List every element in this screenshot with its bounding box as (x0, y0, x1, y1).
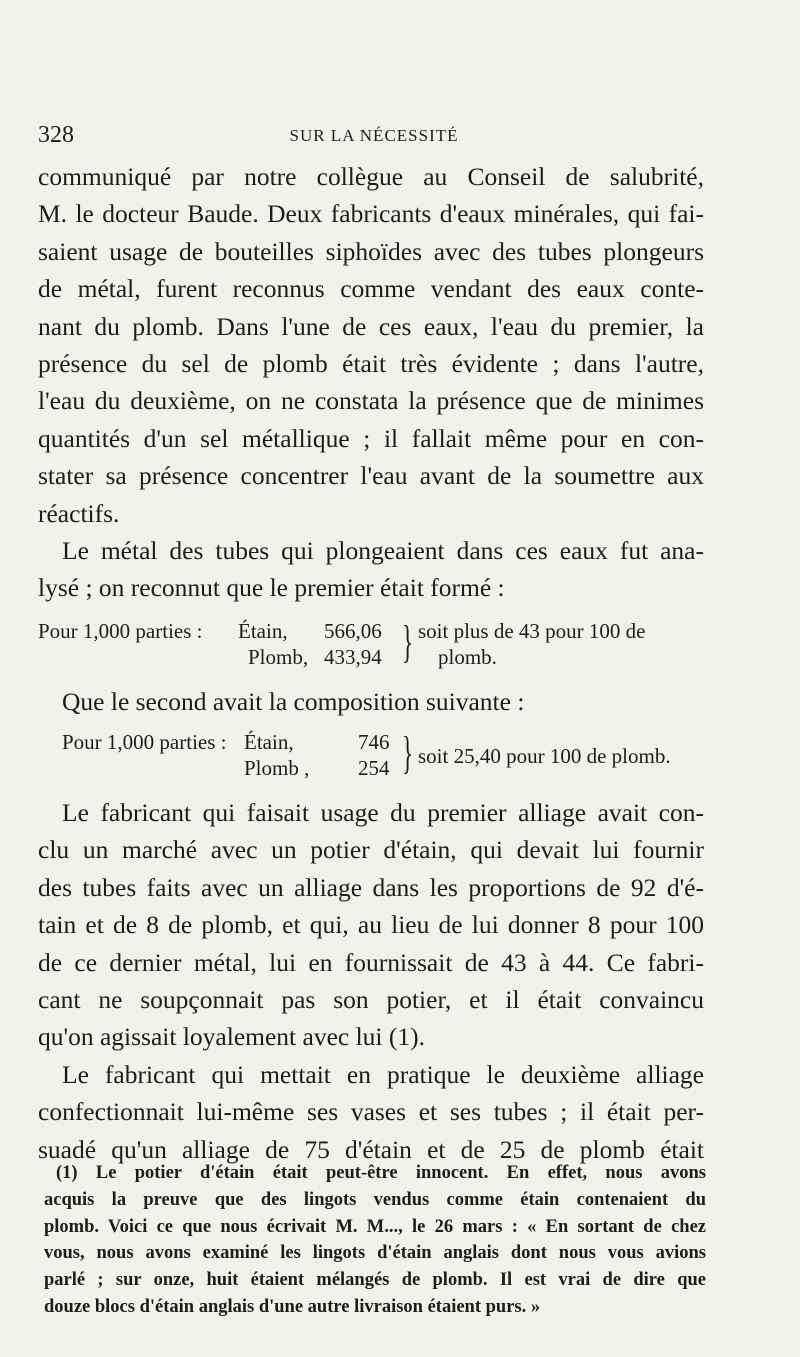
text-line: tain et de 8 de plomb, et qui, au lieu de lui donner 8 pour 100 (38, 910, 704, 940)
text-line: réactifs. (38, 498, 120, 528)
brace: } (402, 727, 414, 779)
metal-name: Étain, (244, 730, 294, 755)
paragraph-1 (38, 158, 704, 532)
text-line: communiqué par notre collègue au Conseil de salubrité, (38, 162, 704, 191)
paragraph-3 (38, 683, 704, 720)
text-line: des tubes faits avec un alliage dans les proportions de 92 d'é- (38, 872, 704, 902)
paragraph-5 (38, 1056, 704, 1168)
text-line: qu'on agissait loyalement avec lui (1). (38, 1022, 425, 1052)
text-line: Le fabricant qui faisait usage du premier alliage avait con- (62, 798, 704, 828)
table-note: soit 25,40 pour 100 de plomb. (418, 744, 671, 769)
metal-value: 254 (358, 756, 390, 781)
metal-value: 746 (358, 730, 390, 755)
text-line: clu un marché avec un potier d'étain, qui devait lui fournir (38, 835, 704, 865)
footnote-line: (1) Le potier d'étain était peut-être innocent. En effet, nous avons (56, 1163, 706, 1183)
text-line: présence du sel de plomb était très évidente ; dans l'autre, (38, 348, 704, 378)
footnote-line: douze blocs d'étain anglais d'une autre livraison étaient purs. » (44, 1296, 541, 1317)
text-line: Le fabricant qui mettait en pratique le deuxième alliage (62, 1059, 704, 1089)
text-line: M. le docteur Baude. Deux fabricants d'eaux minérales, qui fai- (38, 199, 704, 229)
text-line: saient usage de bouteilles siphoïdes avec des tubes plongeurs (38, 236, 704, 266)
composition-table-2 (38, 726, 704, 788)
brace: } (402, 615, 414, 667)
running-title: SUR LA NÉCESSITÉ (289, 126, 459, 145)
table-note: plomb. (438, 644, 497, 669)
footnote-line: parlé ; sur onze, huit étaient mélangés de plomb. Il est vrai de dire que (44, 1270, 706, 1291)
metal-value: 566,06 (324, 618, 382, 643)
footnote-line: vous, nous avons examiné les lingots d'étain anglais dont nous vous avions (44, 1243, 706, 1264)
footnote-line: plomb. Voici ce que nous écrivait M. M..., le 26 mars : « En sortant de chez (44, 1216, 706, 1237)
page-number: 328 (38, 122, 74, 148)
metal-name: Plomb, (248, 644, 309, 669)
text-line: Le métal des tubes qui plongeaient dans ces eaux fut ana- (62, 535, 704, 565)
text-line: l'eau du deuxième, on ne constata la présence que de minimes (38, 386, 704, 416)
paragraph-4 (38, 794, 704, 1056)
text-line: quantités d'un sel métallique ; il fallait même pour en con- (38, 423, 704, 453)
text-line: confectionnait lui-même ses vases et ses tubes ; il était per- (38, 1097, 704, 1127)
table-lead: Pour 1,000 parties : (62, 730, 227, 755)
table-lead: Pour 1,000 parties : (38, 618, 203, 643)
page-header (38, 122, 710, 152)
text-line: de ce dernier métal, lui en fournissait de 43 à 44. Ce fabri- (38, 947, 704, 977)
footnote-line: acquis la preuve que des lingots vendus comme étain contenaient du (44, 1189, 706, 1210)
main-text (38, 158, 704, 1168)
composition-table-1 (38, 615, 704, 677)
text-line: de métal, furent reconnus comme vendant des eaux conte- (38, 274, 704, 304)
table-note: soit plus de 43 pour 100 de (418, 618, 646, 643)
text-line: nant du plomb. Dans l'une de ces eaux, l'eau du premier, la (38, 311, 704, 341)
text-line: lysé ; on reconnut que le premier était formé : (38, 573, 505, 603)
metal-value: 433,94 (324, 644, 382, 669)
text-line: suadé qu'un alliage de 75 d'étain et de 25 de plomb était (38, 1134, 704, 1164)
metal-name: Étain, (238, 618, 288, 643)
metal-name: Plomb , (244, 756, 310, 781)
text-line: cant ne soupçonnait pas son potier, et il était convaincu (38, 985, 704, 1015)
paragraph-2 (38, 532, 704, 607)
footnote (44, 1160, 706, 1321)
text-line: stater sa présence concentrer l'eau avant de la soumettre aux (38, 461, 704, 491)
text-line: Que le second avait la composition suivante : (62, 686, 525, 716)
